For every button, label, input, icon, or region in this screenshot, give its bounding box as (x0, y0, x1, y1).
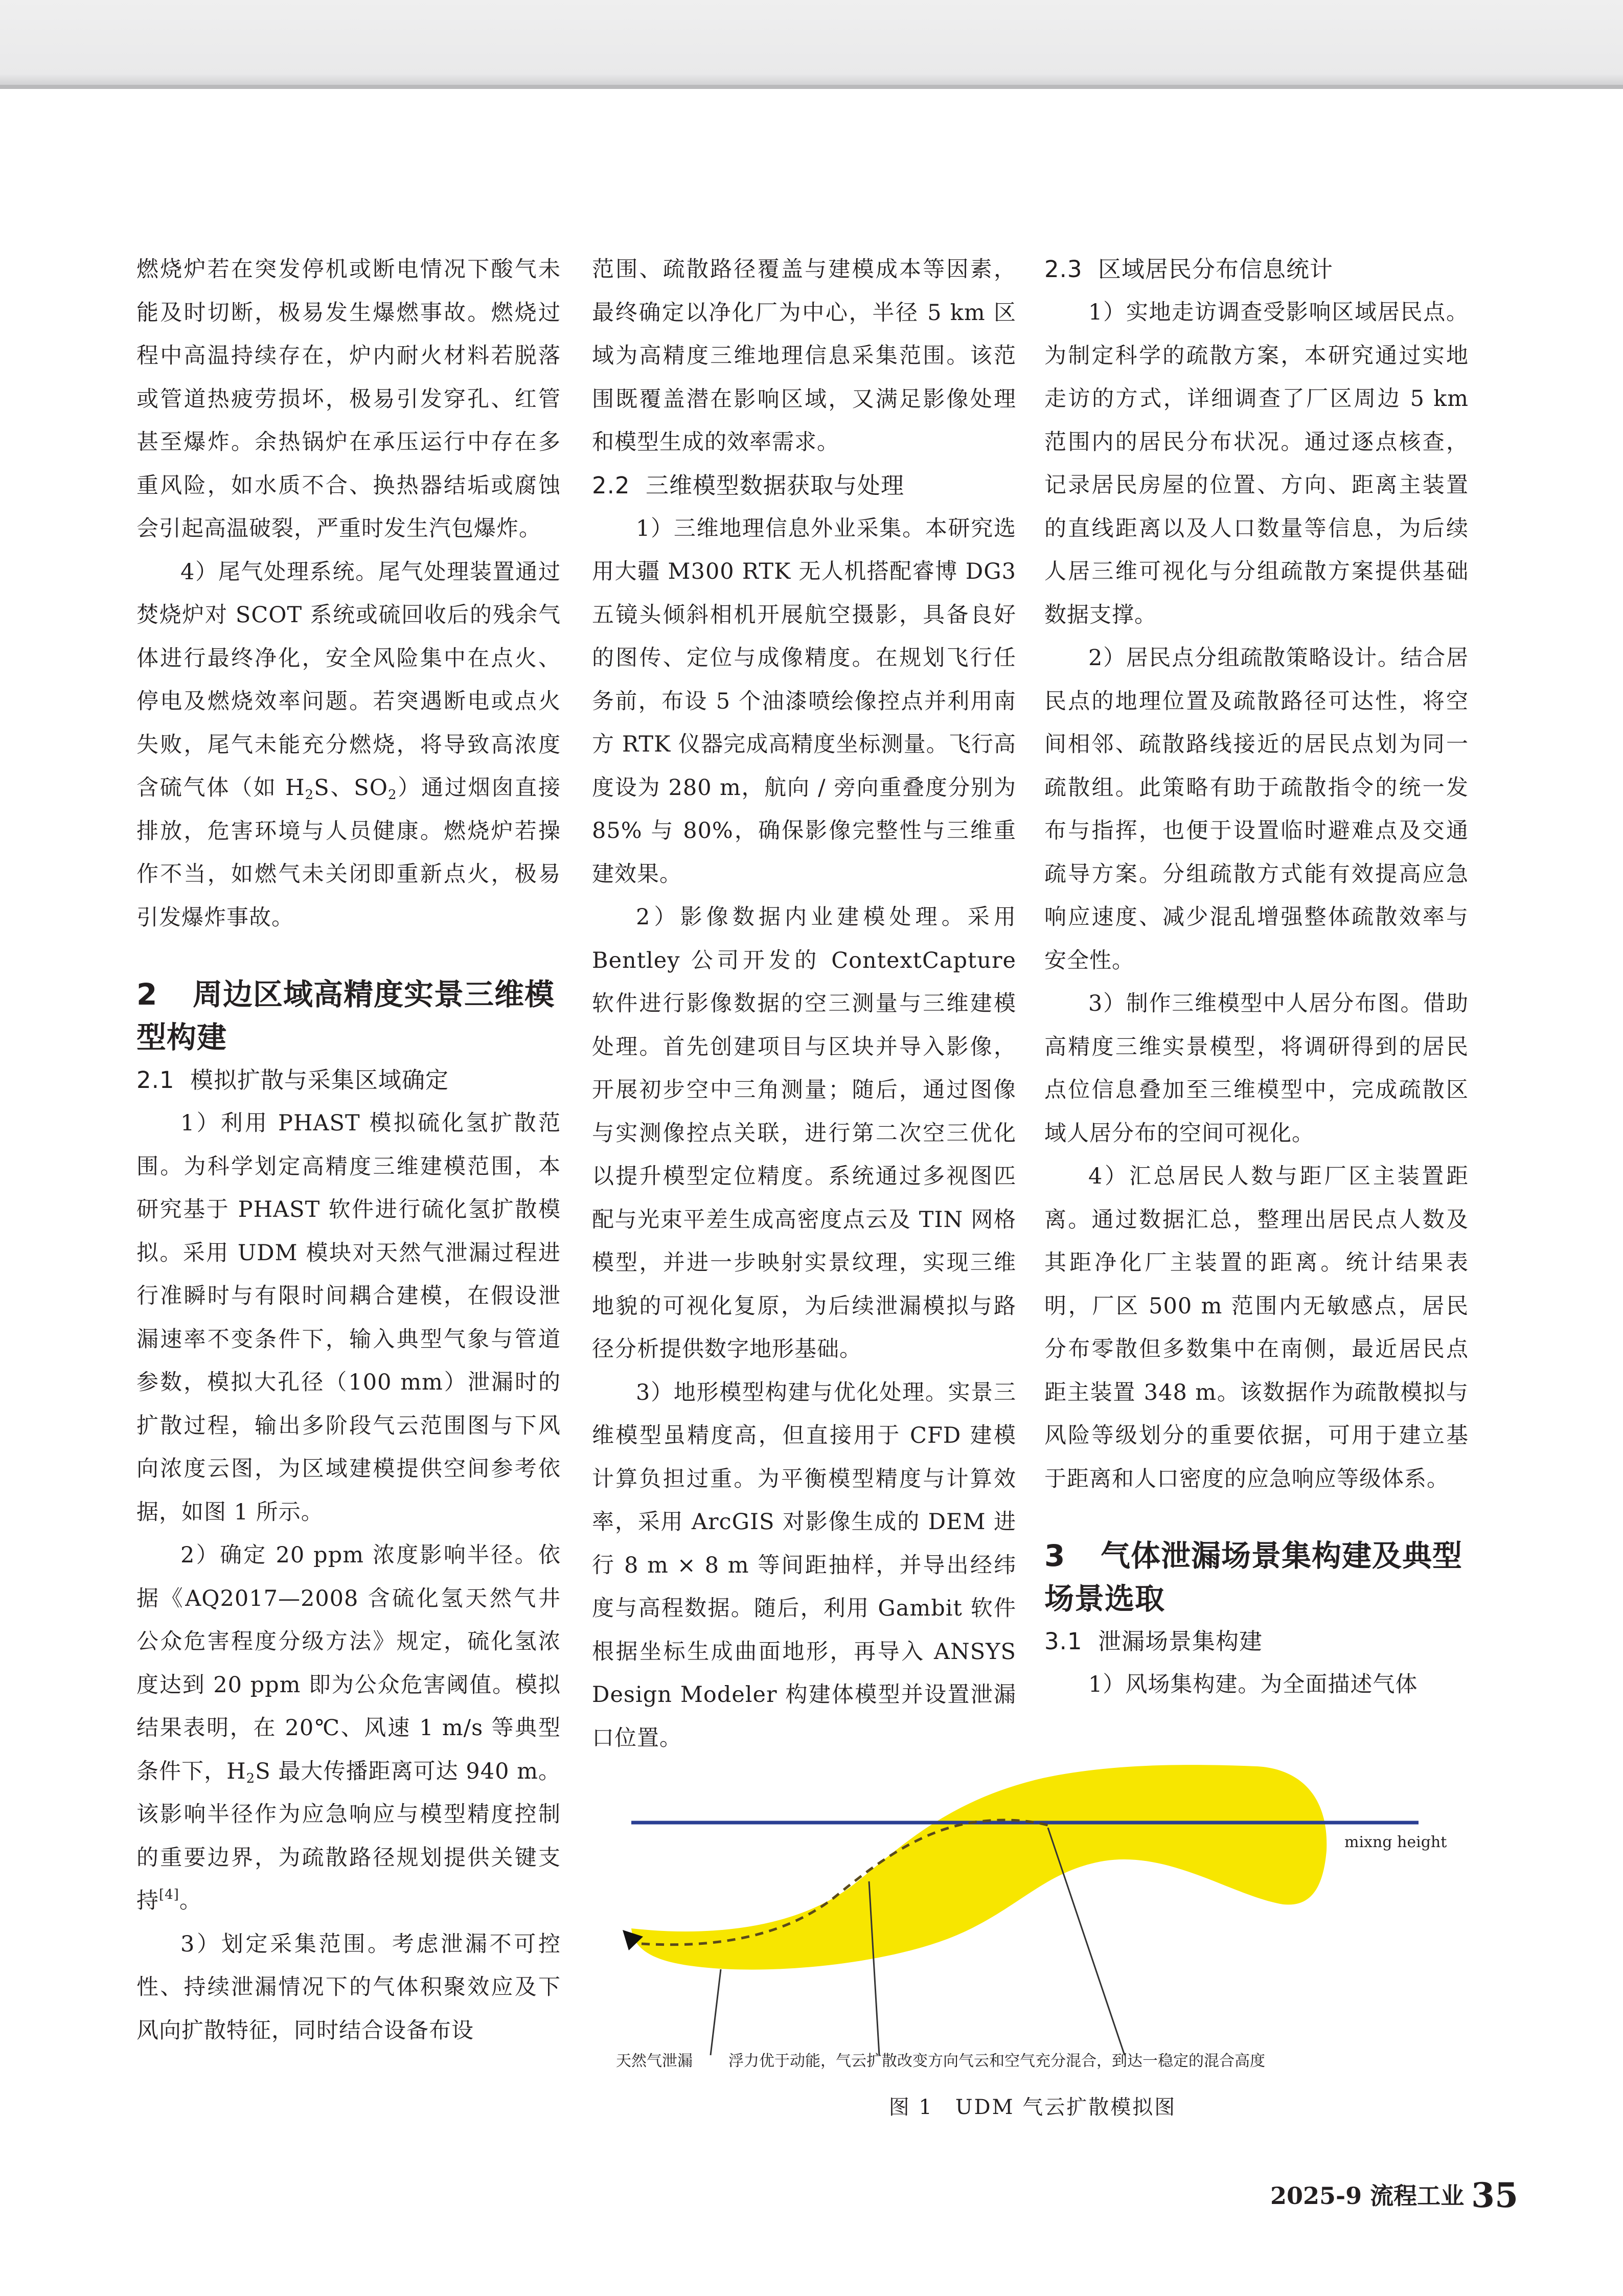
column-3 (1044, 248, 1469, 1707)
top-banner (0, 0, 1623, 86)
label-buoyancy: 浮力优于动能，气云扩散改变方向 (728, 2052, 958, 2070)
label-mixing: 气云和空气充分混合，到达一稳定的混合高度 (958, 2052, 1265, 2070)
paragraph: 2）确定 20 ppm 浓度影响半径。依据《AQ2017—2008 含硫化氢天然气井公众危害程度分级方法》规定，硫化氢浓度达到 20 ppm 即为公众危害阈值。模拟结果表明，在 20℃、风速 1 m/s 等典型条件下，$H_2S$ 最大传播距离可达 940 m。该影响半径作为应急响应与模型精度控制的重要边界，为疏散路径规划提供关键支持[4]。 (136, 1542, 561, 1914)
udm-plume-figure (593, 1718, 1472, 2076)
subsection-heading: 3.1 泄漏场景集构建 (1044, 1628, 1263, 1655)
page-number: 35 (1471, 2175, 1518, 2215)
paragraph: 3）划定采集范围。考虑泄漏不可控性、持续泄漏情况下的气体积聚效应及下风向扩散特征，同时结合设备布设 (136, 1931, 561, 2043)
top-banner-divider (0, 85, 1623, 89)
paragraph: 1）利用 PHAST 模拟硫化氢扩散范围。为科学划定高精度三维建模范围，本研究基于 PHAST 软件进行硫化氢扩散模拟。采用 UDM 模块对天然气泄漏过程进行准瞬时与有限时间耦合建模，在假设泄漏速率不变条件下，输入典型气象与管道参数，模拟大孔径（100 mm）泄漏时的扩散过程，输出多阶段气云范围图与下风向浓度云图，为区域建模提供空间参考依据，如图 1 所示。 (136, 1110, 561, 1525)
label-gas-leak: 天然气泄漏 (616, 2052, 693, 2070)
plume-diagram (593, 1718, 1472, 2076)
paragraph: 燃烧炉若在突发停机或断电情况下酸气未能及时切断，极易发生爆燃事故。燃烧过程中高温持续存在，炉内耐火材料若脱落或管道热疲劳损坏，极易引发穿孔、红管甚至爆炸。余热锅炉在承压运行中存在多重风险，如水质不合、换热器结垢或腐蚀会引起高温破裂，严重时发生汽包爆炸。 (136, 257, 561, 541)
page-footer (1270, 2175, 1518, 2215)
paragraph: 范围、疏散路径覆盖与建模成本等因素，最终确定以净化厂为中心，半径 5 km 区域为高精度三维地理信息采集范围。该范围既覆盖潜在影响区域，又满足影像处理和模型生成的效率需求。 (592, 257, 1016, 455)
paragraph: 4）尾气处理系统。尾气处理装置通过焚烧炉对 SCOT 系统或硫回收后的残余气体进行最终净化，安全风险集中在点火、停电及燃烧效率问题。若突遇断电或点火失败，尾气未能充分燃烧，将导致高浓度含硫气体（如 $H_2S$、$SO_2$）通过烟囱直接排放，危害环境与人员健康。燃烧炉若操作不当，如燃气未关闭即重新点火，极易引发爆炸事故。 (136, 559, 561, 930)
gas-plume (631, 1765, 1327, 1970)
journal-issue: 2025-9 流程工业 (1270, 2182, 1465, 2210)
subsection-heading: 2.3 区域居民分布信息统计 (1044, 256, 1334, 283)
paragraph: 2）影像数据内业建模处理。采用 Bentley 公司开发的 ContextCapture 软件进行影像数据的空三测量与三维建模处理。首先创建项目与区块并导入影像，开展初步空中三角测量；随后，通过图像与实测像控点关联，进行第二次空三优化以提升模型定位精度。系统通过多视图匹配与光束平差生成高密度点云及 TIN 网格模型，并进一步映射实景纹理，实现三维地貌的可视化复原，为后续泄漏模拟与路径分析提供数字地形基础。 (592, 904, 1016, 1362)
paragraph: 3）制作三维模型中人居分布图。借助高精度三维实景模型，将调研得到的居民点位信息叠加至三维模型中，完成疏散区域人居分布的空间可视化。 (1044, 991, 1469, 1146)
column-1 (136, 248, 561, 2052)
label-mixing-height: mixng height (1344, 1833, 1447, 1851)
paragraph: 3）地形模型构建与优化处理。实景三维模型虽精度高，但直接用于 CFD 建模计算负担过重。为平衡模型精度与计算效率，采用 ArcGIS 对影像生成的 DEM 进行 8 m × 8 m 等间距抽样，并导出经纬度与高程数据。随后，利用 Gambit 软件根据坐标生成曲面地形，再导入 ANSYS Design Modeler 构建体模型并设置泄漏口位置。 (592, 1379, 1016, 1751)
paragraph: 1）实地走访调查受影响区域居民点。为制定科学的疏散方案，本研究通过实地走访的方式，详细调查了厂区周边 5 km 范围内的居民分布状况。通过逐点核查，记录居民房屋的位置、方向、距离主装置的直线距离以及人口数量等信息，为后续人居三维可视化与分组疏散方案提供基础数据支撑。 (1044, 300, 1469, 628)
paragraph: 1）三维地理信息外业采集。本研究选用大疆 M300 RTK 无人机搭配睿博 DG3 五镜头倾斜相机开展航空摄影，具备良好的图传、定位与成像精度。在规划飞行任务前，布设 5 个油漆喷绘像控点并利用南方 RTK 仪器完成高精度坐标测量。飞行高度设为 280 m，航向 / 旁向重叠度分别为 85% 与 80%，确保影像完整性与三维重建效果。 (592, 515, 1016, 887)
subsection-heading: 2.1 模拟扩散与采集区域确定 (136, 1066, 449, 1094)
paragraph: 2）居民点分组疏散策略设计。结合居民点的地理位置及疏散路径可达性，将空间相邻、疏散路线接近的居民点划为同一疏散组。此策略有助于疏散指令的统一发布与指挥，也便于设置临时避难点及交通疏导方案。分组疏散方式能有效提高应急响应速度、减少混乱增强整体疏散效率与安全性。 (1044, 645, 1469, 973)
figure-caption: 图 1 UDM 气云扩散模拟图 (888, 2096, 1177, 2119)
section-heading: 2 周边区域高精度实景三维模型构建 (136, 977, 555, 1055)
subsection-heading: 2.2 三维模型数据获取与处理 (592, 471, 905, 499)
column-2 (592, 248, 1016, 1760)
paragraph: 4）汇总居民人数与距厂区主装置距离。通过数据汇总，整理出居民点人数及其距净化厂主装置的距离。统计结果表明，厂区 500 m 范围内无敏感点，居民分布零散但多数集中在南侧，最近居民点距主装置 348 m。该数据作为疏散模拟与风险等级划分的重要依据，可用于建立基于距离和人口密度的应急响应等级体系。 (1044, 1164, 1469, 1492)
section-heading: 3 气体泄漏场景集构建及典型场景选取 (1044, 1538, 1463, 1616)
paragraph: 1）风场集构建。为全面描述气体 (1088, 1672, 1418, 1697)
leader-line (711, 1969, 721, 2055)
